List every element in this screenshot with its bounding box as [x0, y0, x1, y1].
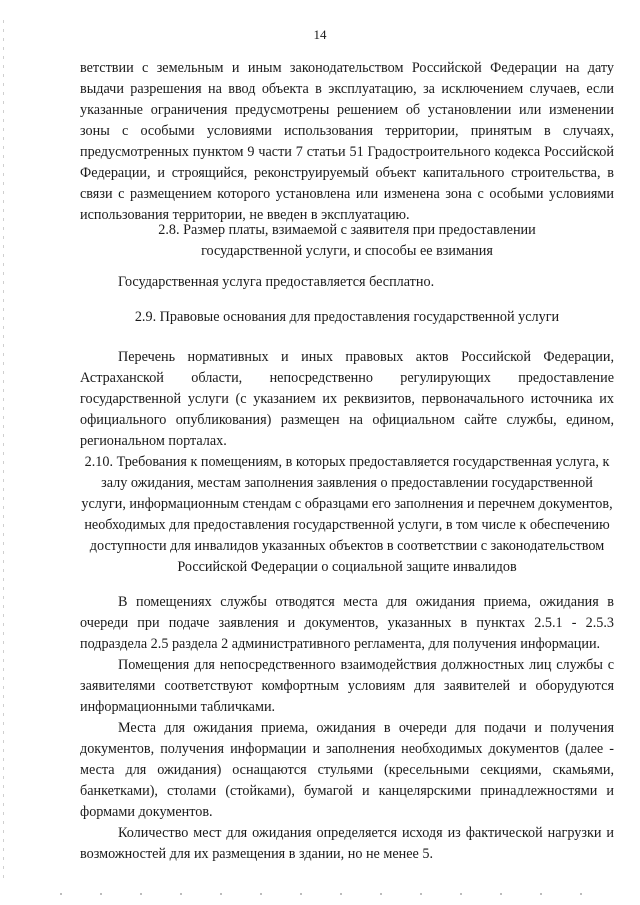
- section-2-8-text: Государственная услуга предоставляется бесплатно.: [118, 274, 435, 290]
- section-2-10-paragraph: Количество мест для ожидания определяется исходя из фактической нагрузки и возможностей для их размещения в здании, но не менее 5.: [80, 825, 614, 862]
- section-2-10-paragraph: Помещения для непосредственного взаимодействия должностных лиц службы с заявителями соответствуют комфортным условиям для заявителей и оборудуются информационными табличками.: [80, 657, 614, 715]
- intro-paragraph-block: [80, 58, 614, 226]
- scan-edge-mark: [3, 20, 4, 880]
- intro-paragraph: ветствии с земельным и иным законодательством Российской Федерации на дату выдачи разрешения на ввод объекта в эксплуатацию, за исключением случаев, если указанные ограничения предусмотрены решением об установлении или изменении зоны с особыми условиями использования территории, принятым в случаях, предусмотренных пунктом 9 части 7 статьи 51 Градостроительного кодекса Российской Федерации, и строящийся, реконструируемый объект капитального строительства, в связи с размещением которого установлена или изменена зона с особыми условиями использования территории, не введен в эксплуатацию.: [80, 60, 614, 223]
- section-2-10-heading-block: [80, 452, 614, 578]
- section-2-8-heading-line1: 2.8. Размер платы, взимаемой с заявителя при предоставлении: [158, 222, 536, 238]
- section-2-10-paragraph: В помещениях службы отводятся места для ожидания приема, ожидания в очереди при подаче заявления и документов, указанных в пунктах 2.5.1 - 2.5.3 подраздела 2.5 раздела 2 административного регламента, для получения информации.: [80, 594, 614, 652]
- section-2-8-heading: [80, 220, 614, 262]
- page-number: 14: [313, 27, 327, 42]
- section-2-10-body: [80, 592, 614, 865]
- section-2-9-block: [80, 347, 614, 452]
- scan-noise-dots: [60, 893, 600, 895]
- section-2-10-heading: 2.10. Требования к помещениям, в которых предоставляется государственная услуга, к залу ожидания, местам заполнения заявления о предоставлении государственной услуги, информационным стендам с образцами его заполнения и перечнем документов, необходимых для предоставления государственной услуги, в том числе к обеспечению доступности для инвалидов указанных объектов в соответствии с законодательством Российской Федерации о социальной защите инвалидов: [81, 454, 613, 575]
- section-2-8-heading-line2: государственной услуги, и способы ее взимания: [201, 243, 493, 259]
- section-2-9-text: Перечень нормативных и иных правовых актов Российской Федерации, Астраханской области, непосредственно регулирующих предоставление государственной услуги (с указанием их реквизитов, первоначального источника их официального опубликования) размещен на официальном сайте службы, едином, региональном порталах.: [80, 349, 614, 449]
- section-2-9-heading-block: [80, 307, 614, 328]
- section-2-10-paragraph: Места для ожидания приема, ожидания в очереди для подачи и получения документов, получения информации и заполнения необходимых документов (далее - места для ожидания) оснащаются стульями (кресельными секциями, скамьями, банкетками), столами (стойками), бумагой и канцелярскими принадлежностями и формами документов.: [80, 720, 614, 820]
- section-2-9-heading: 2.9. Правовые основания для предоставления государственной услуги: [134, 309, 560, 325]
